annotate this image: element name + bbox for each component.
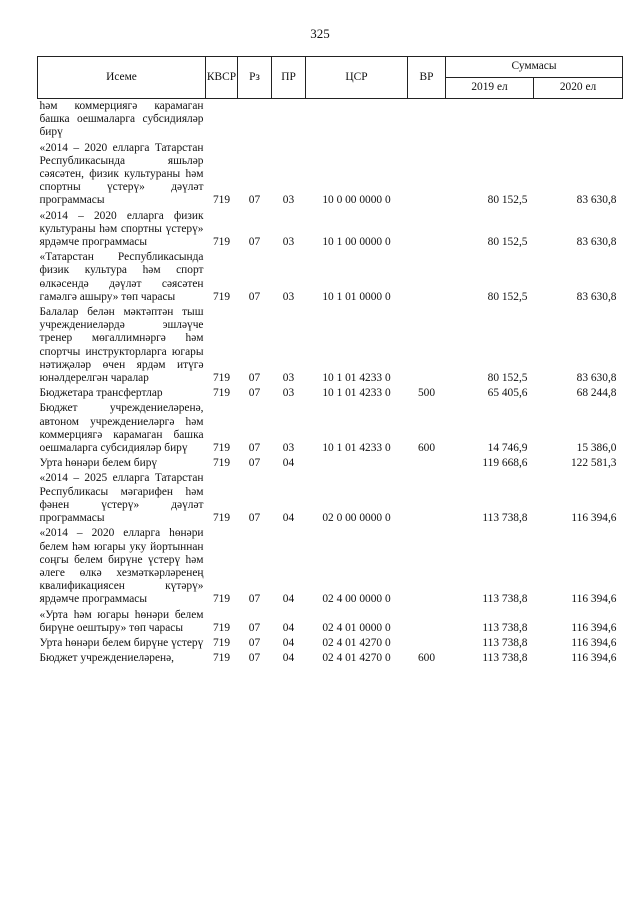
row-name: «2014 – 2025 елларга Татарстан Республикасы мәгарифен һәм фәнен үстерү» дәүләт программасы: [39, 472, 204, 525]
row-vr: [408, 635, 446, 650]
table-row: [38, 635, 623, 650]
row-vr: [408, 607, 446, 635]
page-number: 325: [310, 26, 330, 41]
header-csr: ЦСР: [306, 57, 408, 99]
row-vr: [408, 455, 446, 470]
row-csr: 02 4 00 0000 0: [322, 593, 391, 606]
table-row: [38, 140, 623, 208]
row-rz: 07: [248, 457, 261, 470]
header-2019: 2019 ел: [446, 78, 534, 99]
row-rz: 07: [248, 593, 261, 606]
row-value-2019: 113 738,8: [482, 636, 528, 649]
table-row: [38, 304, 623, 385]
row-value-2020: 83 630,8: [576, 236, 617, 249]
row-vr: [408, 304, 446, 385]
row-csr: 10 1 01 4233 0: [322, 442, 391, 455]
row-vr: [408, 208, 446, 250]
row-rz: 07: [248, 194, 261, 207]
table-header: [38, 57, 623, 99]
row-pr: 03: [282, 236, 295, 249]
row-rz: 07: [248, 442, 261, 455]
row-value-2019: 80 152,5: [487, 290, 528, 303]
row-name: Бюджет учреждениеләренә,: [39, 652, 175, 665]
row-vr: 600: [417, 652, 436, 665]
row-name: Урта һөнәри белем бирүне үстерү: [39, 636, 204, 649]
row-kvsr: 719: [212, 512, 231, 525]
header-sums: Суммасы: [446, 57, 623, 78]
row-pr: 03: [282, 442, 295, 455]
row-pr: 04: [282, 621, 295, 634]
row-name: Бюджет учреждениеләренә, автоном учреждениеләргә һәм коммерциягә карамаган башка оешмаларга субсидияләр бирү: [39, 402, 204, 455]
row-kvsr: 719: [212, 652, 231, 665]
row-kvsr: 719: [212, 387, 231, 400]
row-value-2020: 116 394,6: [571, 636, 617, 649]
row-value-2020: 122 581,3: [570, 457, 617, 470]
row-value-2020: 15 386,0: [576, 442, 617, 455]
row-name: һәм коммерциягә карамаган башка оешмаларга субсидияләр бирү: [39, 100, 204, 139]
row-name: «Татарстан Республикасында физик культура һәм спорт өлкәсендә дәүләт сәясәтен гамәлгә ашыру» төп чарасы: [39, 251, 204, 303]
row-name: Урта һөнәри белем бирү: [39, 457, 158, 470]
table-row: [38, 607, 623, 635]
row-value-2019: 80 152,5: [487, 236, 528, 249]
row-value-2020: [534, 99, 623, 140]
row-pr: 04: [282, 512, 295, 525]
row-csr: 10 1 01 0000 0: [322, 290, 391, 303]
row-csr: 02 4 01 4270 0: [322, 652, 391, 665]
row-pr: [272, 99, 306, 140]
row-csr: 02 4 01 4270 0: [322, 636, 391, 649]
row-name: Балалар белән мәктәптән тыш учреждениеләрдә эшләүче тренер мөгаллимнәргә һәм спортчы инструкторларга югары нәтиҗәләр өчен ярдәм итүгә юнәлдерелгән чаралар: [39, 306, 204, 385]
row-kvsr: 719: [212, 194, 231, 207]
row-pr: 03: [282, 372, 295, 385]
table-row: [38, 99, 623, 140]
row-value-2019: 14 746,9: [487, 442, 528, 455]
row-rz: 07: [248, 236, 261, 249]
row-vr: 600: [417, 442, 436, 455]
row-value-2019: 113 738,8: [482, 621, 528, 634]
row-value-2020: 83 630,8: [576, 194, 617, 207]
header-name: Исеме: [38, 57, 206, 99]
row-kvsr: 719: [212, 372, 231, 385]
row-vr: [408, 99, 446, 140]
row-value-2020: 83 630,8: [576, 290, 617, 303]
row-kvsr: 719: [212, 636, 231, 649]
row-vr: [408, 470, 446, 525]
row-pr: 04: [282, 457, 295, 470]
table-row: [38, 385, 623, 400]
row-pr: 03: [282, 387, 295, 400]
row-csr: 10 1 01 4233 0: [322, 372, 391, 385]
row-name: Бюджетара трансфертлар: [39, 387, 163, 400]
table-row: [38, 525, 623, 606]
row-pr: 03: [282, 290, 295, 303]
row-pr: 04: [282, 652, 295, 665]
row-value-2020: 116 394,6: [571, 652, 617, 665]
row-pr: 04: [282, 593, 295, 606]
header-rz: Рз: [238, 57, 272, 99]
budget-table: [37, 56, 623, 665]
table-row: [38, 455, 623, 470]
row-value-2019: [446, 99, 534, 140]
row-value-2019: 65 405,6: [487, 387, 528, 400]
row-csr: [306, 455, 408, 470]
table-row: [38, 470, 623, 525]
row-pr: 04: [282, 636, 295, 649]
header-pr: ПР: [272, 57, 306, 99]
row-rz: 07: [248, 621, 261, 634]
table-row: [38, 249, 623, 304]
row-value-2019: 113 738,8: [482, 652, 528, 665]
row-name: «2014 – 2020 елларга Татарстан Республикасында яшьләр сәясәтен, физик культураны һәм спортны үстерү» дәүләт программасы: [39, 141, 204, 207]
row-kvsr: 719: [212, 442, 231, 455]
row-kvsr: 719: [212, 457, 231, 470]
row-value-2019: 80 152,5: [487, 372, 528, 385]
row-value-2020: 116 394,6: [571, 621, 617, 634]
row-value-2019: 113 738,8: [482, 512, 528, 525]
row-value-2020: 83 630,8: [576, 372, 617, 385]
row-rz: [238, 99, 272, 140]
table-body: [38, 99, 623, 666]
table-row: [38, 650, 623, 665]
row-rz: 07: [248, 290, 261, 303]
row-kvsr: 719: [212, 593, 231, 606]
row-vr: [408, 249, 446, 304]
row-vr: [408, 525, 446, 606]
header-kvsr: КВСР: [206, 57, 238, 99]
header-2020: 2020 ел: [534, 78, 623, 99]
row-rz: 07: [248, 512, 261, 525]
row-pr: 03: [282, 194, 295, 207]
row-value-2019: 119 668,6: [482, 457, 528, 470]
row-rz: 07: [248, 652, 261, 665]
row-rz: 07: [248, 372, 261, 385]
row-csr: 10 1 00 0000 0: [322, 236, 391, 249]
row-vr: 500: [417, 387, 436, 400]
row-name: «Урта һәм югары һөнәри белем бирүне оештыру» төп чарасы: [39, 608, 204, 634]
row-kvsr: 719: [212, 236, 231, 249]
row-name: «2014 – 2020 елларга физик культураны һәм спортны үстерү» ярдәмче программасы: [39, 209, 204, 249]
row-kvsr: 719: [212, 621, 231, 634]
row-name: «2014 – 2020 елларга һөнәри белем һәм югары уку йортыннан соңгы белем бирүне үстерү һәм әлеге өлкә хезмәткәрләренең квалификациясен күтәрү» ярдәмче программасы: [39, 527, 204, 606]
row-kvsr: [206, 99, 238, 140]
row-value-2019: 113 738,8: [482, 593, 528, 606]
row-csr: 10 1 01 4233 0: [322, 387, 391, 400]
row-value-2020: 116 394,6: [571, 512, 617, 525]
table-row: [38, 208, 623, 250]
row-vr: [408, 140, 446, 208]
row-value-2020: 68 244,8: [576, 387, 617, 400]
row-value-2019: 80 152,5: [487, 194, 528, 207]
row-rz: 07: [248, 387, 261, 400]
row-kvsr: 719: [212, 290, 231, 303]
row-csr: [306, 99, 408, 140]
row-rz: 07: [248, 636, 261, 649]
row-csr: 10 0 00 0000 0: [322, 194, 391, 207]
row-value-2020: 116 394,6: [571, 593, 617, 606]
row-csr: 02 4 01 0000 0: [322, 621, 391, 634]
header-vr: ВР: [408, 57, 446, 99]
row-csr: 02 0 00 0000 0: [322, 512, 391, 525]
table-row: [38, 400, 623, 455]
